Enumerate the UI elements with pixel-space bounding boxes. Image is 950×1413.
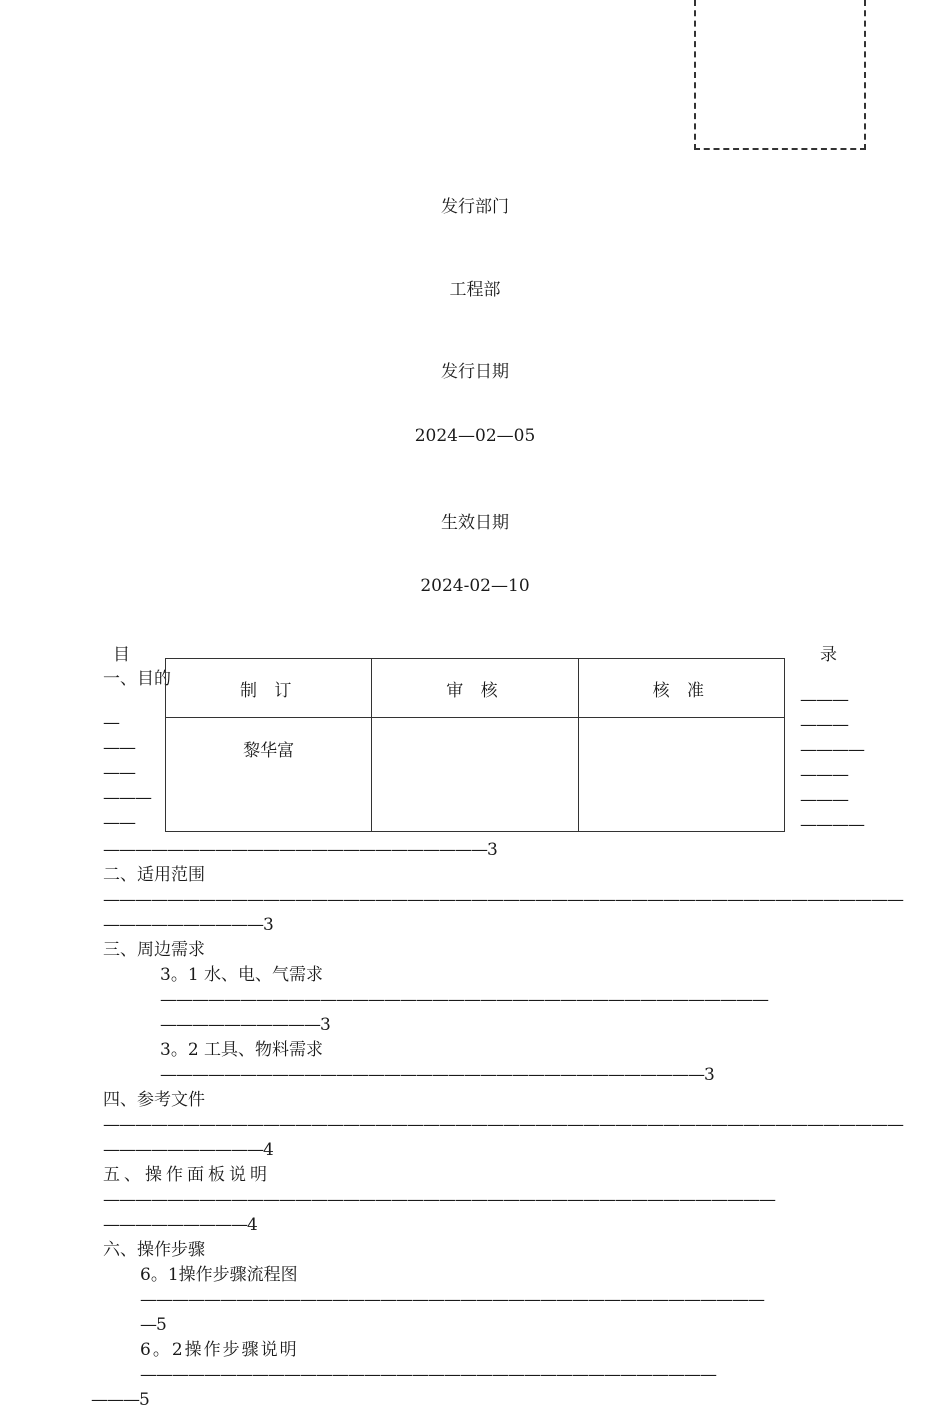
toc-item-5: 五、操作面板说明—————————————————————————————————————————— (103, 1165, 775, 1210)
toc-item-6-1-page: 5 (156, 1315, 167, 1335)
prepared-by: 黎华富 (166, 718, 372, 832)
toc-title-right: 录 (820, 645, 837, 665)
issue-date-value: 2024—02—05 (414, 426, 536, 446)
issue-dept-value: 工程部 (449, 280, 501, 300)
stamp-placeholder-box (694, 0, 866, 150)
toc-item-1-label: 一、目的 (103, 669, 171, 689)
issue-dept-label: 发行部门 (441, 197, 509, 217)
effective-date-label: 生效日期 (441, 513, 509, 533)
toc-item-6-2: 6。2操作步骤说明 ———————————————————————————————————— (140, 1340, 716, 1385)
toc-item-3: 三、周边需求 (103, 940, 205, 960)
toc-item-3-1: 3。1 水、电、气需求—————————————————————————————————————— (160, 965, 768, 1010)
effective-date-value: 2024-02—10 (420, 576, 530, 596)
toc-item-3-2: 3。2 工具、物料需求——————————————————————————————————3 (160, 1040, 715, 1085)
toc-item-4-page: 4 (263, 1140, 274, 1160)
toc-title-left: 目 (113, 645, 130, 665)
toc-item-4: 四、参考文件—————————————————————————————————————————————————— (103, 1090, 903, 1135)
toc-item-6-1: 6。1操作步骤流程图——————————————————————————————————————— (140, 1265, 764, 1310)
toc-item-1-tail: ————————————————————————3 (103, 840, 498, 860)
toc-item-6: 六、操作步骤 (103, 1240, 205, 1260)
approval-table (165, 658, 785, 832)
approved-by (578, 718, 784, 832)
toc-item-3-1-page: 3 (320, 1015, 331, 1035)
header-prepared: 制 订 (166, 659, 372, 718)
header-reviewed: 审 核 (372, 659, 578, 718)
toc-item-2: 二、适用范围—————————————————————————————————————————————————— (103, 865, 903, 910)
toc-item-1-leader-right: ——— ——— ———— ——— ——— ———— (800, 690, 864, 835)
issue-date-label: 发行日期 (441, 362, 509, 382)
header-approved: 核 准 (578, 659, 784, 718)
toc-list: ————————————————————————3 二、适用范围—————————————————————————————————————————————————— ——————————3 三、周边需求 3。1 水、电、气需求—————————————————————————————————————— ——————————3 3。2 工具、物料需求——————————————————————————————————3 四、参考文件—————————————————————————————————————————————————— ——————————4 五、操作面板说明—————————————————————————————————————————— —————————4 六、操作步骤 6。1操作步骤流程图——————————————————————————————————————— —5 6。2操作步骤说明 ———————————————————————————————————— ———5 (91, 840, 903, 1410)
toc-item-1-leader-left: — —— —— ——— —— (103, 713, 151, 833)
toc-item-5-page: 4 (247, 1215, 258, 1235)
toc-item-2-page: 3 (263, 915, 274, 935)
reviewed-by (372, 718, 578, 832)
toc-item-6-2-page: 5 (139, 1390, 150, 1410)
